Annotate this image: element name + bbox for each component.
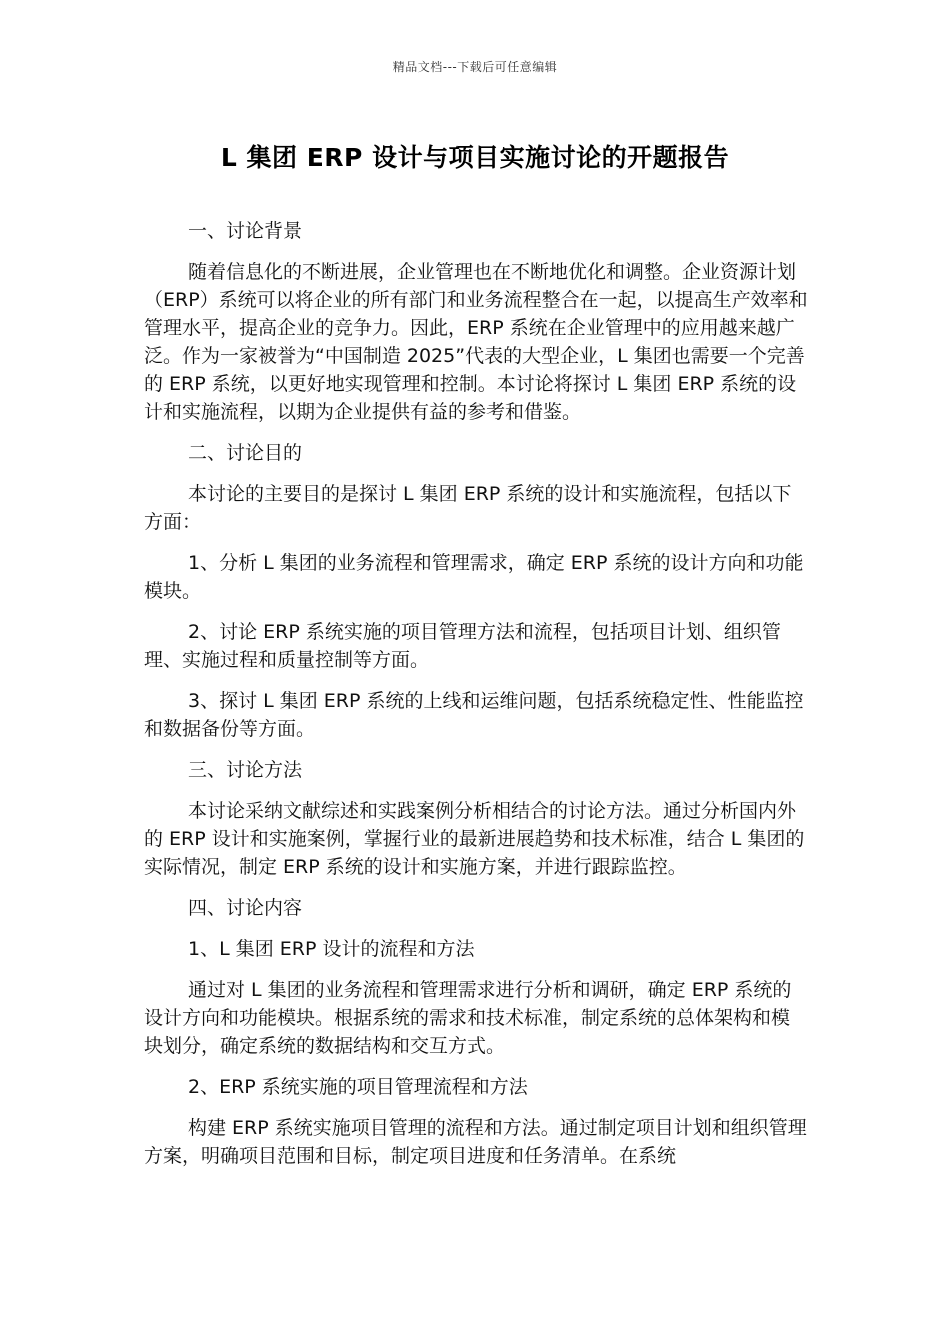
section-heading-content: 四、讨论内容 — [188, 897, 303, 919]
section-heading-purpose: 二、讨论目的 — [188, 442, 303, 464]
header-note: 精品文档---下载后可任意编辑 — [392, 60, 558, 74]
subheading-implementation-process: 2、ERP 系统实施的项目管理流程和方法 — [188, 1076, 528, 1098]
paragraph-background: 随着信息化的不断进展，企业管理也在不断地优化和调整。企业资源计划（ERP）系统可以将企业的所有部门和业务流程整合在一起，以提高生产效率和管理水平，提高企业的竞争力。因此，ERP 系统在企业管理中的应用越来越广泛。作为一家被誉为“中国制造 2025”代表的大型企业，L 集团也需要一个完善的 ERP 系统，以更好地实现管理和控制。本讨论将探讨 L 集团 ERP 系统的设计和实施流程，以期为企业提供有益的参考和借鉴。 — [144, 261, 808, 423]
list-item-purpose-2: 2、讨论 ERP 系统实施的项目管理方法和流程，包括项目计划、组织管理、实施过程和质量控制等方面。 — [144, 621, 781, 671]
document-body — [144, 217, 808, 1183]
subheading-design-process: 1、L 集团 ERP 设计的流程和方法 — [188, 938, 475, 960]
document-title: L 集团 ERP 设计与项目实施讨论的开题报告 — [220, 143, 730, 172]
section-heading-background: 一、讨论背景 — [188, 220, 303, 242]
list-item-purpose-1: 1、分析 L 集团的业务流程和管理需求，确定 ERP 系统的设计方向和功能模块。 — [144, 552, 804, 602]
paragraph-implementation-process: 构建 ERP 系统实施项目管理的流程和方法。通过制定项目计划和组织管理方案，明确项目范围和目标，制定项目进度和任务清单。在系统 — [144, 1117, 807, 1167]
paragraph-method: 本讨论采纳文献综述和实践案例分析相结合的讨论方法。通过分析国内外的 ERP 设计和实施案例，掌握行业的最新进展趋势和技术标准，结合 L 集团的实际情况，制定 ERP 系统的设计和实施方案，并进行跟踪监控。 — [144, 800, 805, 878]
paragraph-design-process: 通过对 L 集团的业务流程和管理需求进行分析和调研，确定 ERP 系统的设计方向和功能模块。根据系统的需求和技术标准，制定系统的总体架构和模块划分，确定系统的数据结构和交互方式。 — [144, 979, 792, 1057]
list-item-purpose-3: 3、探讨 L 集团 ERP 系统的上线和运维问题，包括系统稳定性、性能监控和数据备份等方面。 — [144, 690, 804, 740]
paragraph-purpose: 本讨论的主要目的是探讨 L 集团 ERP 系统的设计和实施流程，包括以下方面： — [144, 483, 792, 533]
section-heading-method: 三、讨论方法 — [188, 759, 303, 781]
